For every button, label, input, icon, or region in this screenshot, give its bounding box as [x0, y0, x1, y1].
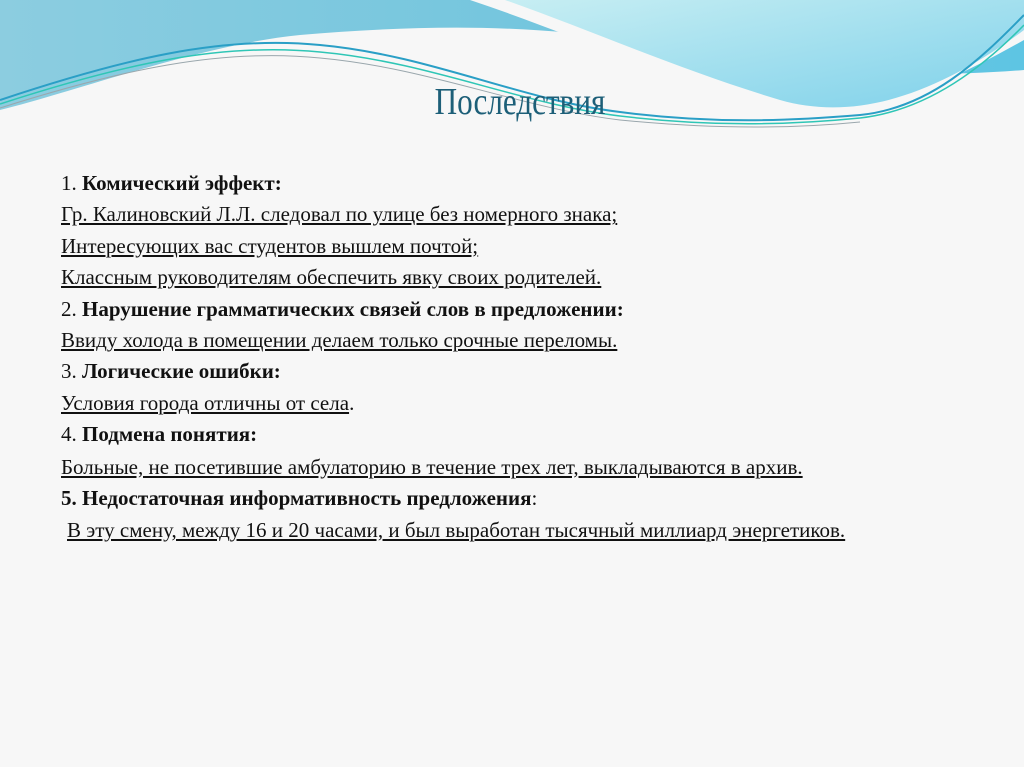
example-line [61, 388, 941, 419]
example-line: В эту смену, между 16 и 20 часами, и был выработан тысячный миллиард энергетиков. [67, 517, 846, 542]
item-number: 3. [61, 359, 77, 384]
slide-title: Последствия [434, 81, 606, 123]
item-heading-4 [61, 419, 941, 450]
item-heading-2 [61, 294, 941, 325]
item-number: 2. [61, 296, 77, 321]
example-line: Больные, не посетившие амбулаторию в течение трех лет, выкладываются в архив. [61, 454, 803, 479]
item-heading-text: Подмена понятия: [82, 422, 258, 447]
example-line: Гр. Калиновский Л.Л. следовал по улице без номерного знака; [61, 202, 618, 227]
item-heading-1 [61, 168, 941, 199]
example-line: Интересующих вас студентов вышлем почтой; [61, 233, 479, 258]
item-number: 1. [61, 171, 77, 195]
item-heading-5 [61, 483, 941, 514]
example-line: Ввиду холода в помещении делаем только срочные переломы. [61, 327, 618, 352]
item-heading-text: Нарушение грамматических связей слов в предложении: [82, 296, 624, 321]
example-line: Классным руководителям обеспечить явку своих родителей. [61, 265, 602, 290]
example-text: Условия города отличны от села [61, 390, 350, 415]
item-heading-3 [61, 356, 941, 387]
item-number: 5. [61, 485, 77, 510]
heading-suffix: : [531, 485, 538, 510]
item-heading-text: Недостаточная информативность предложения [82, 485, 532, 510]
slide-body [61, 168, 941, 546]
item-heading-text: Комический эффект: [82, 171, 282, 195]
item-number: 4. [61, 422, 77, 447]
item-heading-text: Логические ошибки: [82, 359, 281, 384]
example-suffix: . [349, 390, 355, 415]
